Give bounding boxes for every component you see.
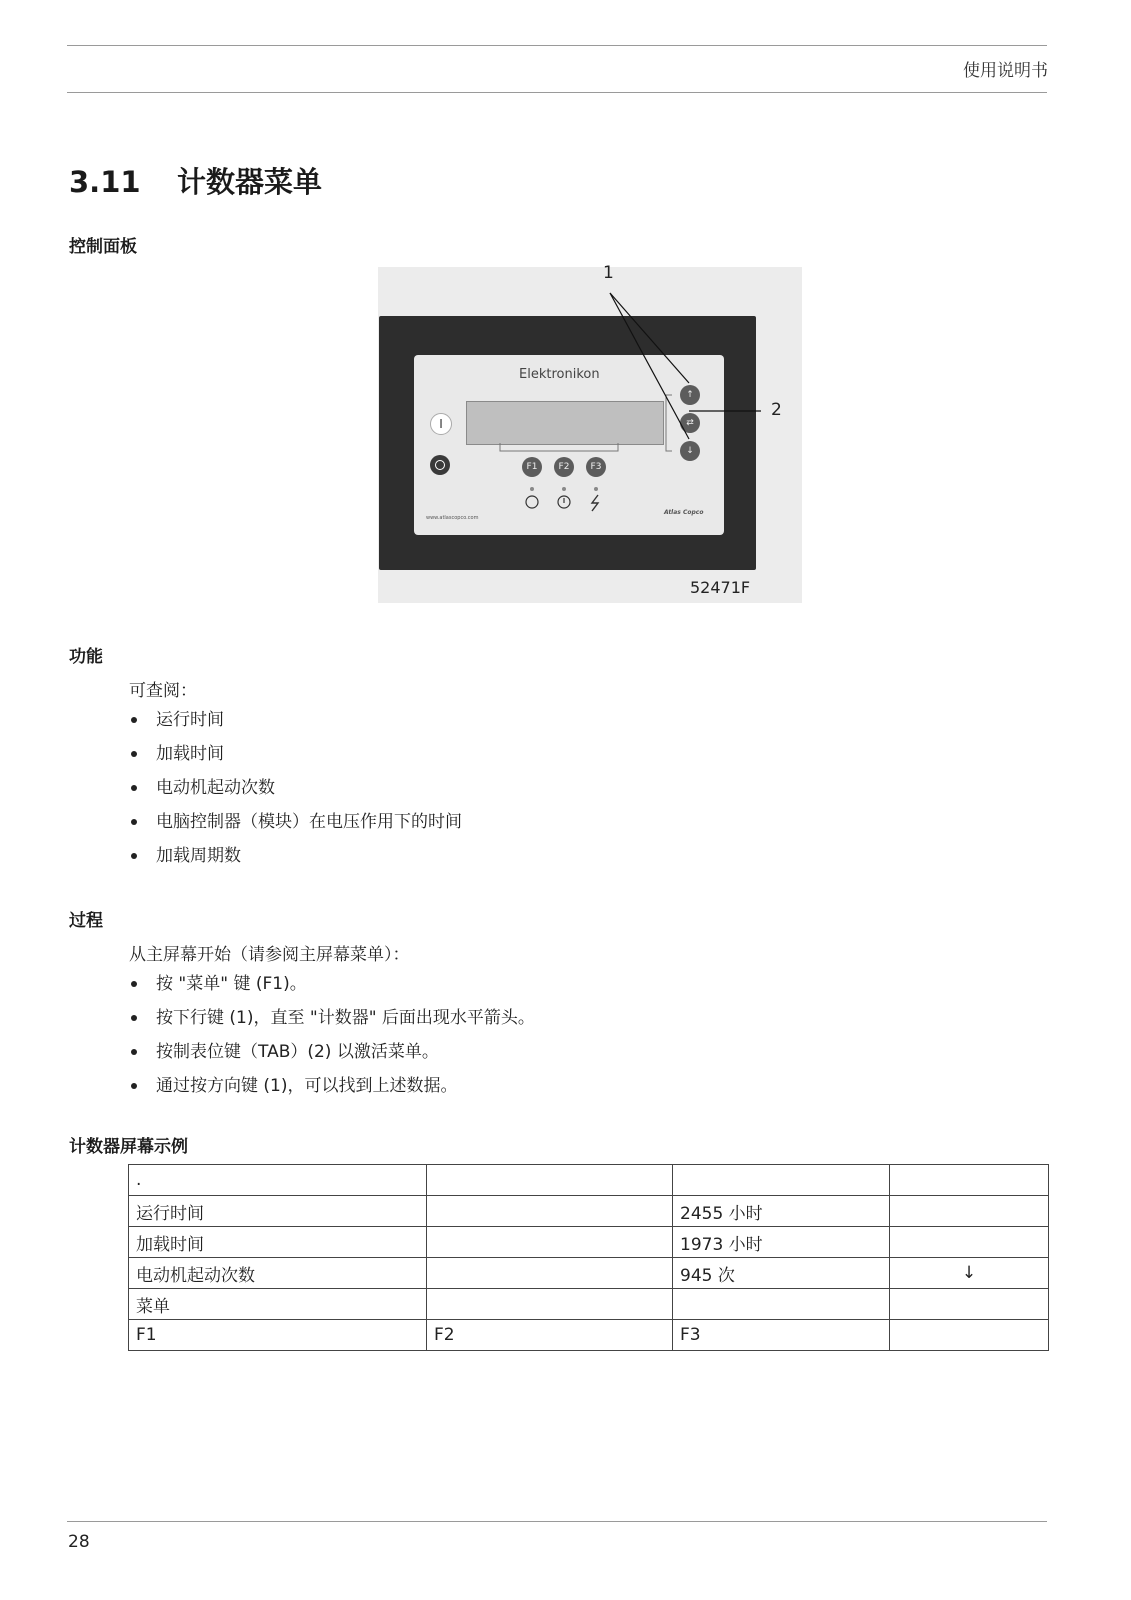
callout-line-up (610, 293, 689, 383)
f3-key: F3 (586, 457, 606, 477)
table-cell (427, 1196, 673, 1227)
table-cell: 加载时间 (129, 1227, 427, 1258)
list-item: 加载周期数 (129, 844, 462, 878)
table-cell: 945 次 (673, 1258, 890, 1289)
table-cell: 电动机起动次数 (129, 1258, 427, 1289)
down-arrow-key: ↓ (680, 441, 700, 461)
f2-key: F2 (554, 457, 574, 477)
list-item: 通过按方向键 (1)，可以找到上述数据。 (129, 1074, 535, 1108)
list-item: 电动机起动次数 (129, 776, 462, 810)
callout-line-down (610, 293, 689, 439)
up-arrow-key: ↑ (680, 385, 700, 405)
section-number: 3.11 (69, 165, 141, 199)
list-item: 按下行键 (1)，直至 "计数器" 后面出现水平箭头。 (129, 1006, 535, 1040)
table-cell (427, 1165, 673, 1196)
table-cell (673, 1165, 890, 1196)
callout-2: 2 (771, 400, 782, 420)
section-heading (69, 160, 322, 201)
table-cell: 菜单 (129, 1289, 427, 1320)
function-heading: 功能 (69, 647, 103, 667)
table-cell: F2 (427, 1320, 673, 1351)
list-item: 加载时间 (129, 742, 462, 776)
down-arrow-icon: ↓ (890, 1258, 1049, 1289)
website-label: www.atlascopco.com (426, 515, 479, 521)
table-cell (890, 1320, 1049, 1351)
table-cell: . (129, 1165, 427, 1196)
procedure-heading: 过程 (69, 911, 103, 931)
section-title: 计数器菜单 (177, 165, 323, 199)
screen-example-heading: 计数器屏幕示例 (69, 1137, 188, 1157)
list-item: 按 "菜单" 键 (F1)。 (129, 972, 535, 1006)
table-row (129, 1227, 1049, 1258)
list-item: 运行时间 (129, 708, 462, 742)
table-row (129, 1258, 1049, 1289)
table-row (129, 1165, 1049, 1196)
table-cell: 1973 小时 (673, 1227, 890, 1258)
table-cell (427, 1289, 673, 1320)
atlas-copco-logo: Atlas Copco (664, 509, 704, 516)
header-top-rule (67, 45, 1047, 46)
table-row (129, 1196, 1049, 1227)
header-title: 使用说明书 (963, 61, 1048, 81)
table-cell (890, 1289, 1049, 1320)
table-cell: 2455 小时 (673, 1196, 890, 1227)
table-cell: 运行时间 (129, 1196, 427, 1227)
control-panel-heading: 控制面板 (69, 237, 137, 257)
table-cell (890, 1196, 1049, 1227)
table-row (129, 1320, 1049, 1351)
table-cell (890, 1165, 1049, 1196)
figure-code: 52471F (690, 578, 751, 597)
counter-screen-table (128, 1164, 1049, 1351)
footer-rule (67, 1521, 1047, 1522)
brand-label: Elektronikon (519, 367, 600, 382)
function-list (129, 708, 462, 878)
table-cell (890, 1227, 1049, 1258)
table-cell (427, 1227, 673, 1258)
callout-1: 1 (603, 263, 614, 283)
page-number: 28 (68, 1532, 90, 1552)
table-cell: F1 (129, 1320, 427, 1351)
procedure-list (129, 972, 535, 1108)
table-cell (673, 1289, 890, 1320)
list-item: 电脑控制器（模块）在电压作用下的时间 (129, 810, 462, 844)
table-cell: F3 (673, 1320, 890, 1351)
header-bottom-rule (67, 92, 1047, 93)
procedure-intro: 从主屏幕开始（请参阅主屏幕菜单）： (129, 945, 410, 965)
table-cell (427, 1258, 673, 1289)
table-row (129, 1289, 1049, 1320)
tab-key: ⇄ (680, 413, 700, 433)
function-intro: 可查阅： (129, 681, 197, 701)
start-button: I (430, 413, 452, 435)
list-item: 按制表位键（TAB）(2) 以激活菜单。 (129, 1040, 535, 1074)
f1-key: F1 (522, 457, 542, 477)
control-panel-figure (378, 263, 802, 603)
callout-lines (378, 267, 802, 603)
